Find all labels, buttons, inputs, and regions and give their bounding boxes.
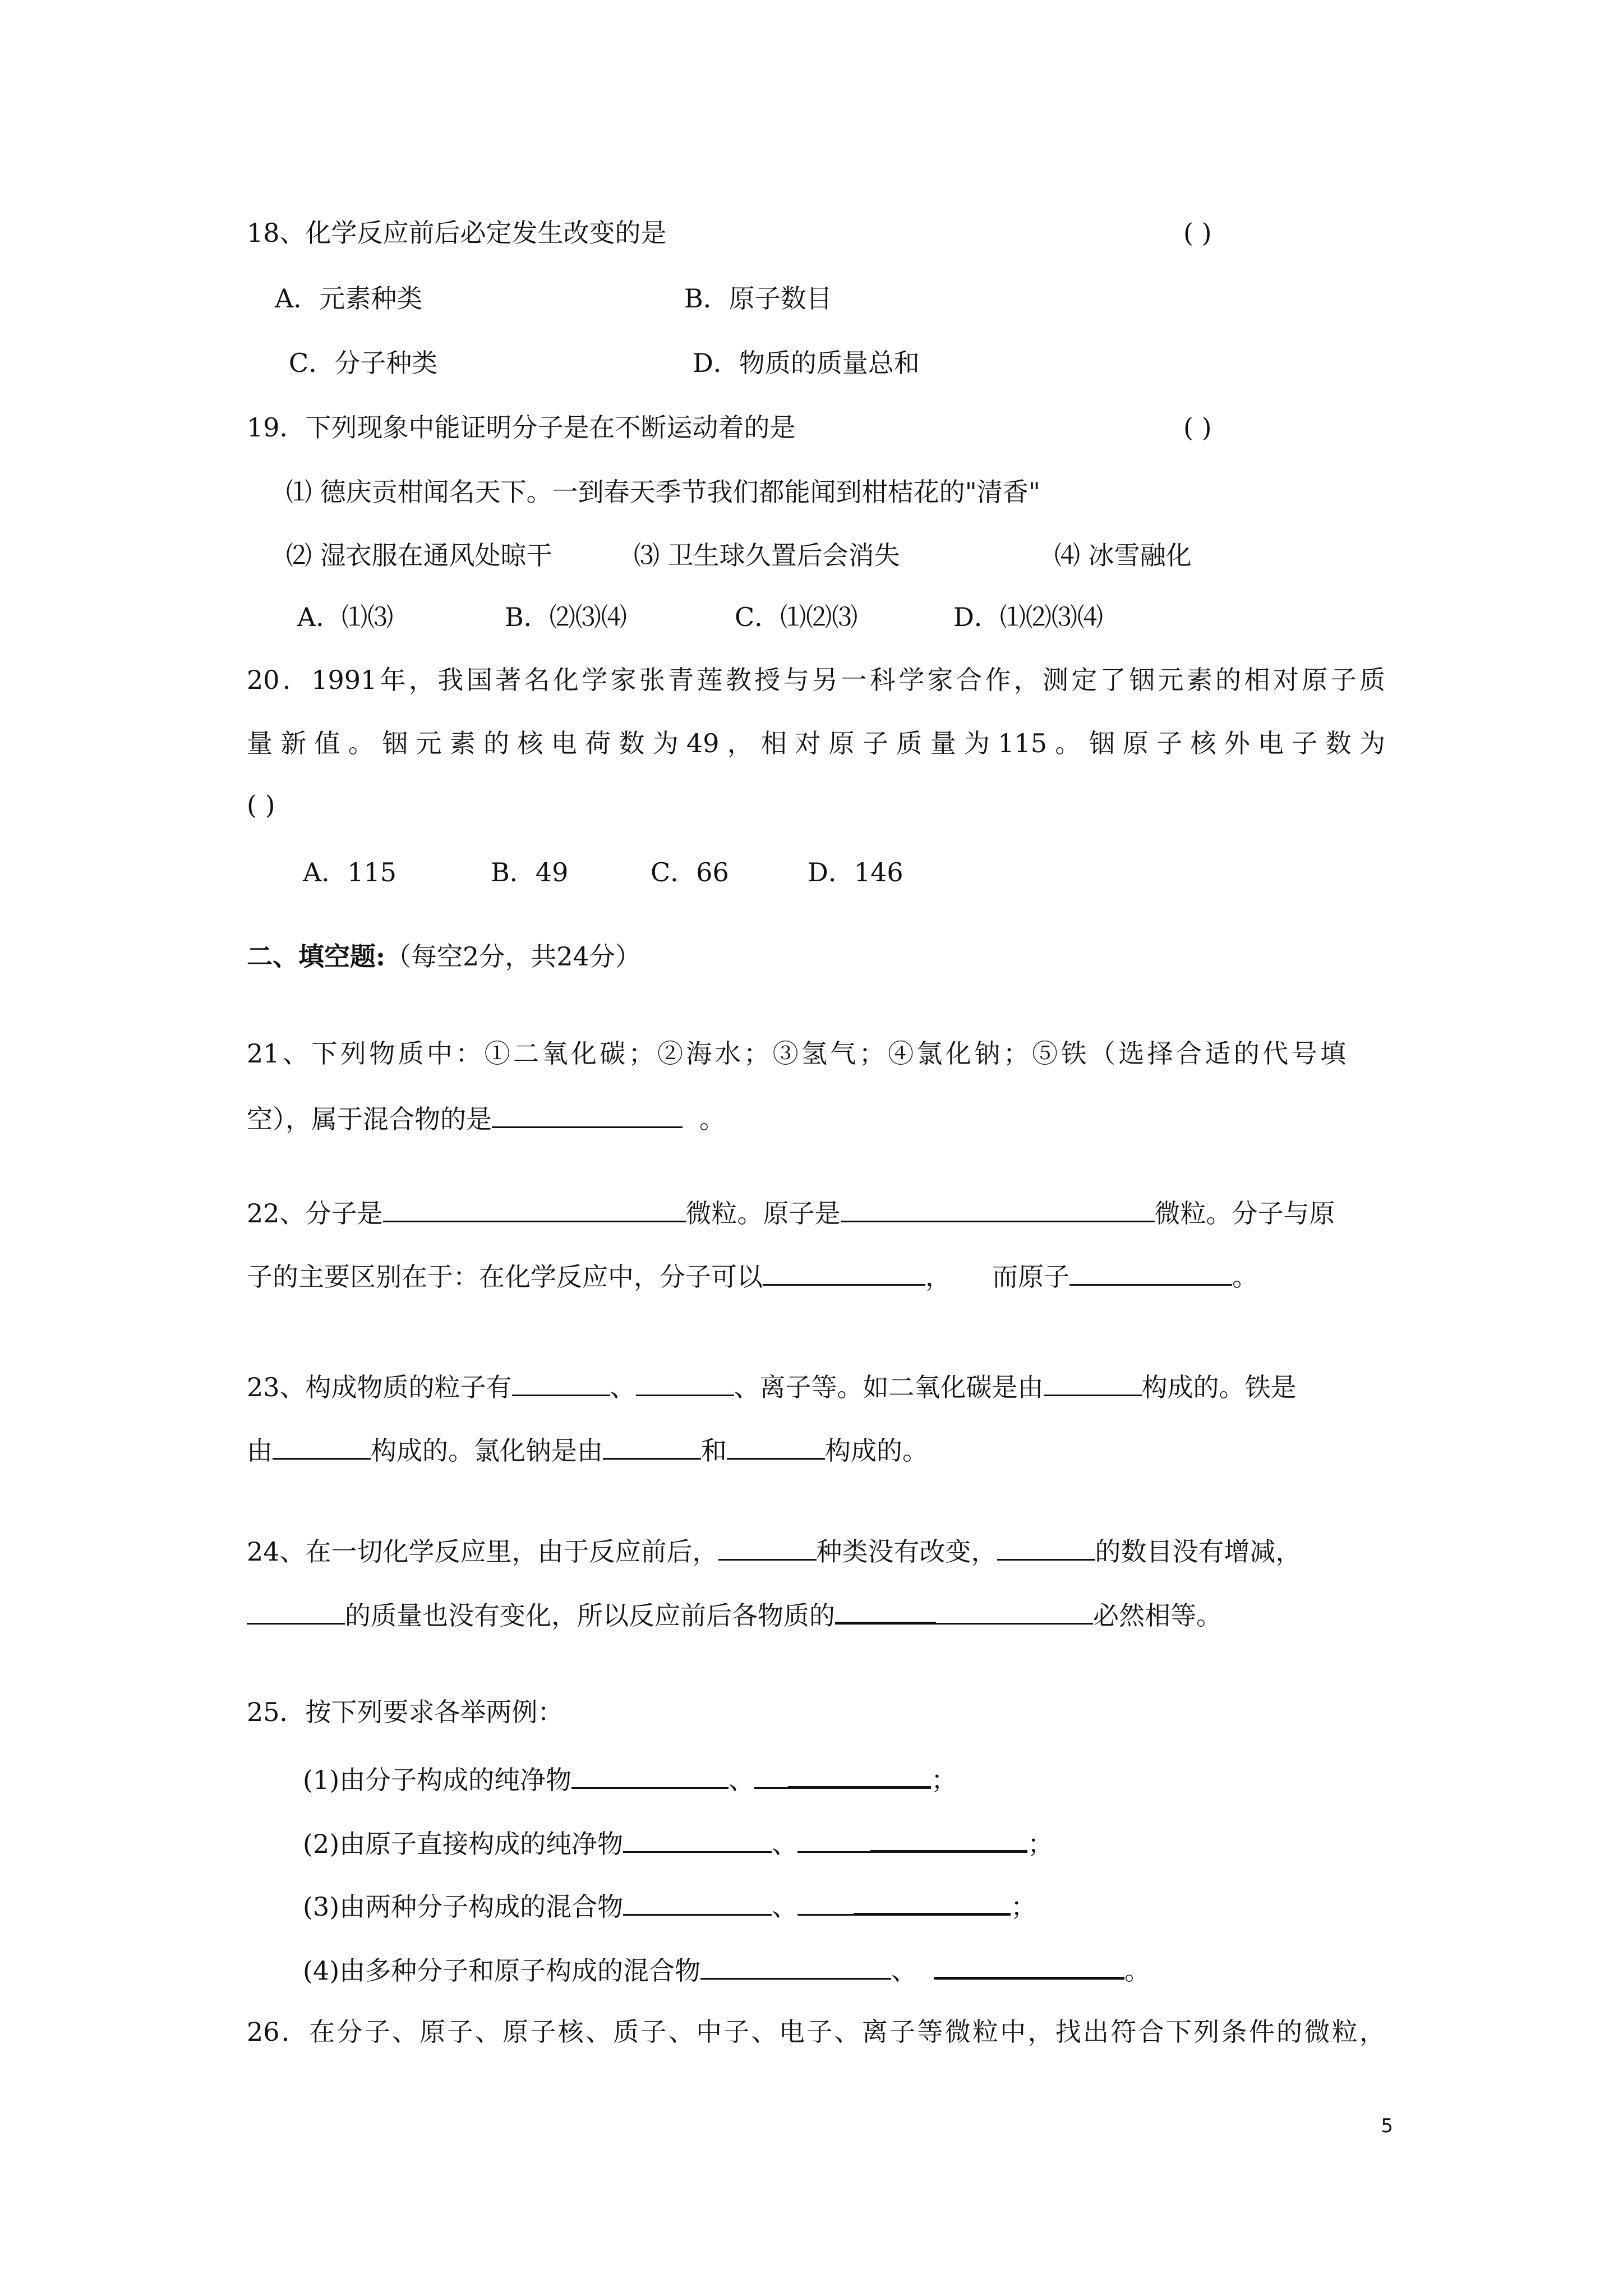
q25-item-3-end: ； bbox=[1011, 1892, 1037, 1922]
q22-blank-atom[interactable] bbox=[841, 1195, 1155, 1222]
q25-item-1 bbox=[303, 1760, 957, 1797]
q25-item-3 bbox=[303, 1887, 1036, 1924]
q25-item-2-blank-2b[interactable] bbox=[870, 1824, 1027, 1853]
q19-option-c: C．⑴⑵⑶ bbox=[735, 602, 858, 632]
q22-text-c: 微粒。分子与原 bbox=[1154, 1198, 1335, 1228]
q23-blank-5[interactable] bbox=[603, 1432, 701, 1460]
q25-item-4-text: (4)由多种分子和原子构成的混合物 bbox=[303, 1955, 701, 1986]
q24-blank-4a[interactable] bbox=[835, 1596, 936, 1625]
q23-text-b: 、 bbox=[610, 1372, 636, 1402]
q18-stem: 18、化学反应前后必定发生改变的是 bbox=[247, 218, 667, 248]
q22-text-b: 微粒。原子是 bbox=[685, 1198, 841, 1228]
q23-blank-3[interactable] bbox=[1044, 1369, 1142, 1396]
q25-item-1-blank-2b[interactable] bbox=[788, 1760, 931, 1789]
q21-answer-blank[interactable] bbox=[492, 1101, 683, 1128]
q25-item-1-sep: 、 bbox=[728, 1765, 755, 1795]
q24-blank-3[interactable] bbox=[247, 1597, 345, 1625]
q23-blank-4[interactable] bbox=[273, 1432, 371, 1460]
q19-item-2: ⑵ 湿衣服在通风处晾干 bbox=[286, 540, 552, 570]
q23-text-a: 23、构成物质的粒子有 bbox=[247, 1372, 512, 1402]
q25-item-2-end: ； bbox=[1027, 1829, 1054, 1859]
q23-line-1 bbox=[247, 1369, 1297, 1404]
q25-item-1-blank-2a[interactable] bbox=[754, 1761, 788, 1789]
q25-item-3-blank-1[interactable] bbox=[623, 1888, 772, 1916]
q20-line-2: 量新值。铟元素的核电荷数为49，相对原子质量为115。铟原子核外电子数为 bbox=[247, 728, 1385, 758]
q25-item-3-sep: 、 bbox=[772, 1892, 798, 1922]
q25-item-2 bbox=[303, 1824, 1053, 1861]
q25-item-2-text: (2)由原子直接构成的纯净物 bbox=[303, 1829, 624, 1859]
q23-blank-2[interactable] bbox=[636, 1369, 734, 1396]
q24-line-1 bbox=[247, 1533, 1302, 1568]
section-2-note: （每空2分，共24分） bbox=[385, 941, 641, 972]
q23-text-d: 构成的。铁是 bbox=[1141, 1372, 1297, 1402]
q20-option-d: D．146 bbox=[808, 857, 903, 887]
q21-line-1: 21、下列物质中：①二氧化碳；②海水；③氢气；④氯化钠；⑤铁（选择合适的代号填 bbox=[247, 1038, 1346, 1069]
q25-item-4-sep: 、 bbox=[891, 1955, 917, 1986]
section-2-heading bbox=[247, 940, 641, 973]
q19-option-b: B．⑵⑶⑷ bbox=[505, 602, 627, 632]
q24-blank-2[interactable] bbox=[997, 1533, 1095, 1561]
q22-text-f: 。 bbox=[1232, 1262, 1258, 1292]
q23-line-2 bbox=[247, 1432, 928, 1467]
q18-answer-paren: ( ) bbox=[1183, 218, 1212, 248]
q24-text-d: 的质量也没有变化，所以反应前后各物质的 bbox=[345, 1600, 835, 1631]
q19-option-a: A．⑴⑶ bbox=[297, 602, 394, 632]
q19-stem: 19．下列现象中能证明分子是在不断运动着的是 bbox=[247, 412, 796, 443]
q22-line-2 bbox=[247, 1258, 1258, 1294]
q25-item-4-end: 。 bbox=[1124, 1955, 1151, 1986]
q19-answer-paren: ( ) bbox=[1183, 412, 1212, 443]
q24-blank-4b[interactable] bbox=[936, 1597, 1093, 1625]
q21-text: 空），属于混合物的是 bbox=[247, 1104, 492, 1134]
q25-item-3-text: (3)由两种分子构成的混合物 bbox=[303, 1892, 624, 1922]
q25-item-1-blank-1[interactable] bbox=[571, 1761, 728, 1789]
q25-item-3-blank-2b[interactable] bbox=[854, 1887, 1011, 1916]
q25-item-3-blank-2a[interactable] bbox=[797, 1888, 854, 1916]
q25-stem: 25．按下列要求各举两例： bbox=[247, 1697, 564, 1727]
q22-blank-atom-cannot[interactable] bbox=[1069, 1258, 1232, 1286]
q23-text-e: 由 bbox=[247, 1435, 273, 1466]
q26-line-1: 26．在分子、原子、原子核、质子、中子、电子、离子等微粒中，找出符合下列条件的微粒， bbox=[247, 2017, 1385, 2047]
q18-option-c: C．分子种类 bbox=[289, 348, 438, 378]
q25-item-1-end: ； bbox=[931, 1765, 957, 1795]
q24-text-e: 必然相等。 bbox=[1093, 1600, 1222, 1631]
q22-blank-molecule-can[interactable] bbox=[763, 1258, 925, 1286]
q24-text-a: 24、在一切化学反应里，由于反应前后， bbox=[247, 1536, 718, 1567]
q19-item-4: ⑷ 冰雪融化 bbox=[1054, 540, 1192, 570]
q23-text-f: 构成的。氯化钠是由 bbox=[371, 1435, 603, 1466]
q25-item-4-blank-2[interactable] bbox=[934, 1951, 1124, 1980]
q25-item-2-blank-2a[interactable] bbox=[797, 1825, 870, 1853]
q24-text-b: 种类没有改变， bbox=[816, 1536, 997, 1567]
q20-option-a: A．115 bbox=[303, 857, 397, 887]
q25-item-4 bbox=[303, 1951, 1150, 1987]
q22-blank-molecule[interactable] bbox=[383, 1195, 686, 1222]
q23-blank-1[interactable] bbox=[512, 1369, 610, 1396]
page-number: 5 bbox=[1381, 2115, 1393, 2137]
q25-item-2-blank-1[interactable] bbox=[623, 1825, 772, 1853]
q22-line-1 bbox=[247, 1195, 1335, 1230]
q20-option-b: B．49 bbox=[491, 857, 569, 887]
q20-answer-paren: ( ) bbox=[247, 790, 275, 820]
section-2-title: 二、填空题: bbox=[247, 941, 385, 972]
q24-line-2 bbox=[247, 1596, 1222, 1632]
q18-option-d: D．物质的质量总和 bbox=[693, 348, 920, 378]
q19-item-3: ⑶ 卫生球久置后会消失 bbox=[634, 540, 900, 570]
q25-item-1-text: (1)由分子构成的纯净物 bbox=[303, 1765, 572, 1795]
q22-text-d: 子的主要区别在于：在化学反应中，分子可以 bbox=[247, 1262, 763, 1292]
q22-text-e: ， 而原子 bbox=[925, 1262, 1070, 1292]
q18-option-b: B．原子数目 bbox=[684, 283, 832, 314]
q24-blank-1[interactable] bbox=[718, 1533, 817, 1561]
q19-option-d: D．⑴⑵⑶⑷ bbox=[953, 602, 1103, 632]
q23-text-c: 、离子等。如二氧化碳是由 bbox=[734, 1372, 1044, 1402]
q24-text-c: 的数目没有增减， bbox=[1095, 1536, 1302, 1567]
q22-text-a: 22、分子是 bbox=[247, 1198, 383, 1228]
q23-text-h: 构成的。 bbox=[825, 1435, 928, 1466]
q23-text-g: 和 bbox=[701, 1435, 727, 1466]
q18-option-a: A．元素种类 bbox=[275, 283, 423, 314]
q21-end: 。 bbox=[699, 1104, 725, 1134]
q25-item-2-sep: 、 bbox=[772, 1829, 798, 1859]
q19-item-1: ⑴ 德庆贡柑闻名天下。一到春天季节我们都能闻到柑桔花的"清香" bbox=[286, 477, 1040, 507]
q20-option-c: C．66 bbox=[651, 857, 729, 887]
q21-line-2 bbox=[247, 1101, 725, 1136]
q23-blank-6[interactable] bbox=[727, 1432, 825, 1460]
q25-item-4-blank-1[interactable] bbox=[700, 1952, 891, 1980]
q20-line-1: 20．1991年，我国著名化学家张青莲教授与另一科学家合作，测定了铟元素的相对原子质 bbox=[247, 665, 1385, 695]
